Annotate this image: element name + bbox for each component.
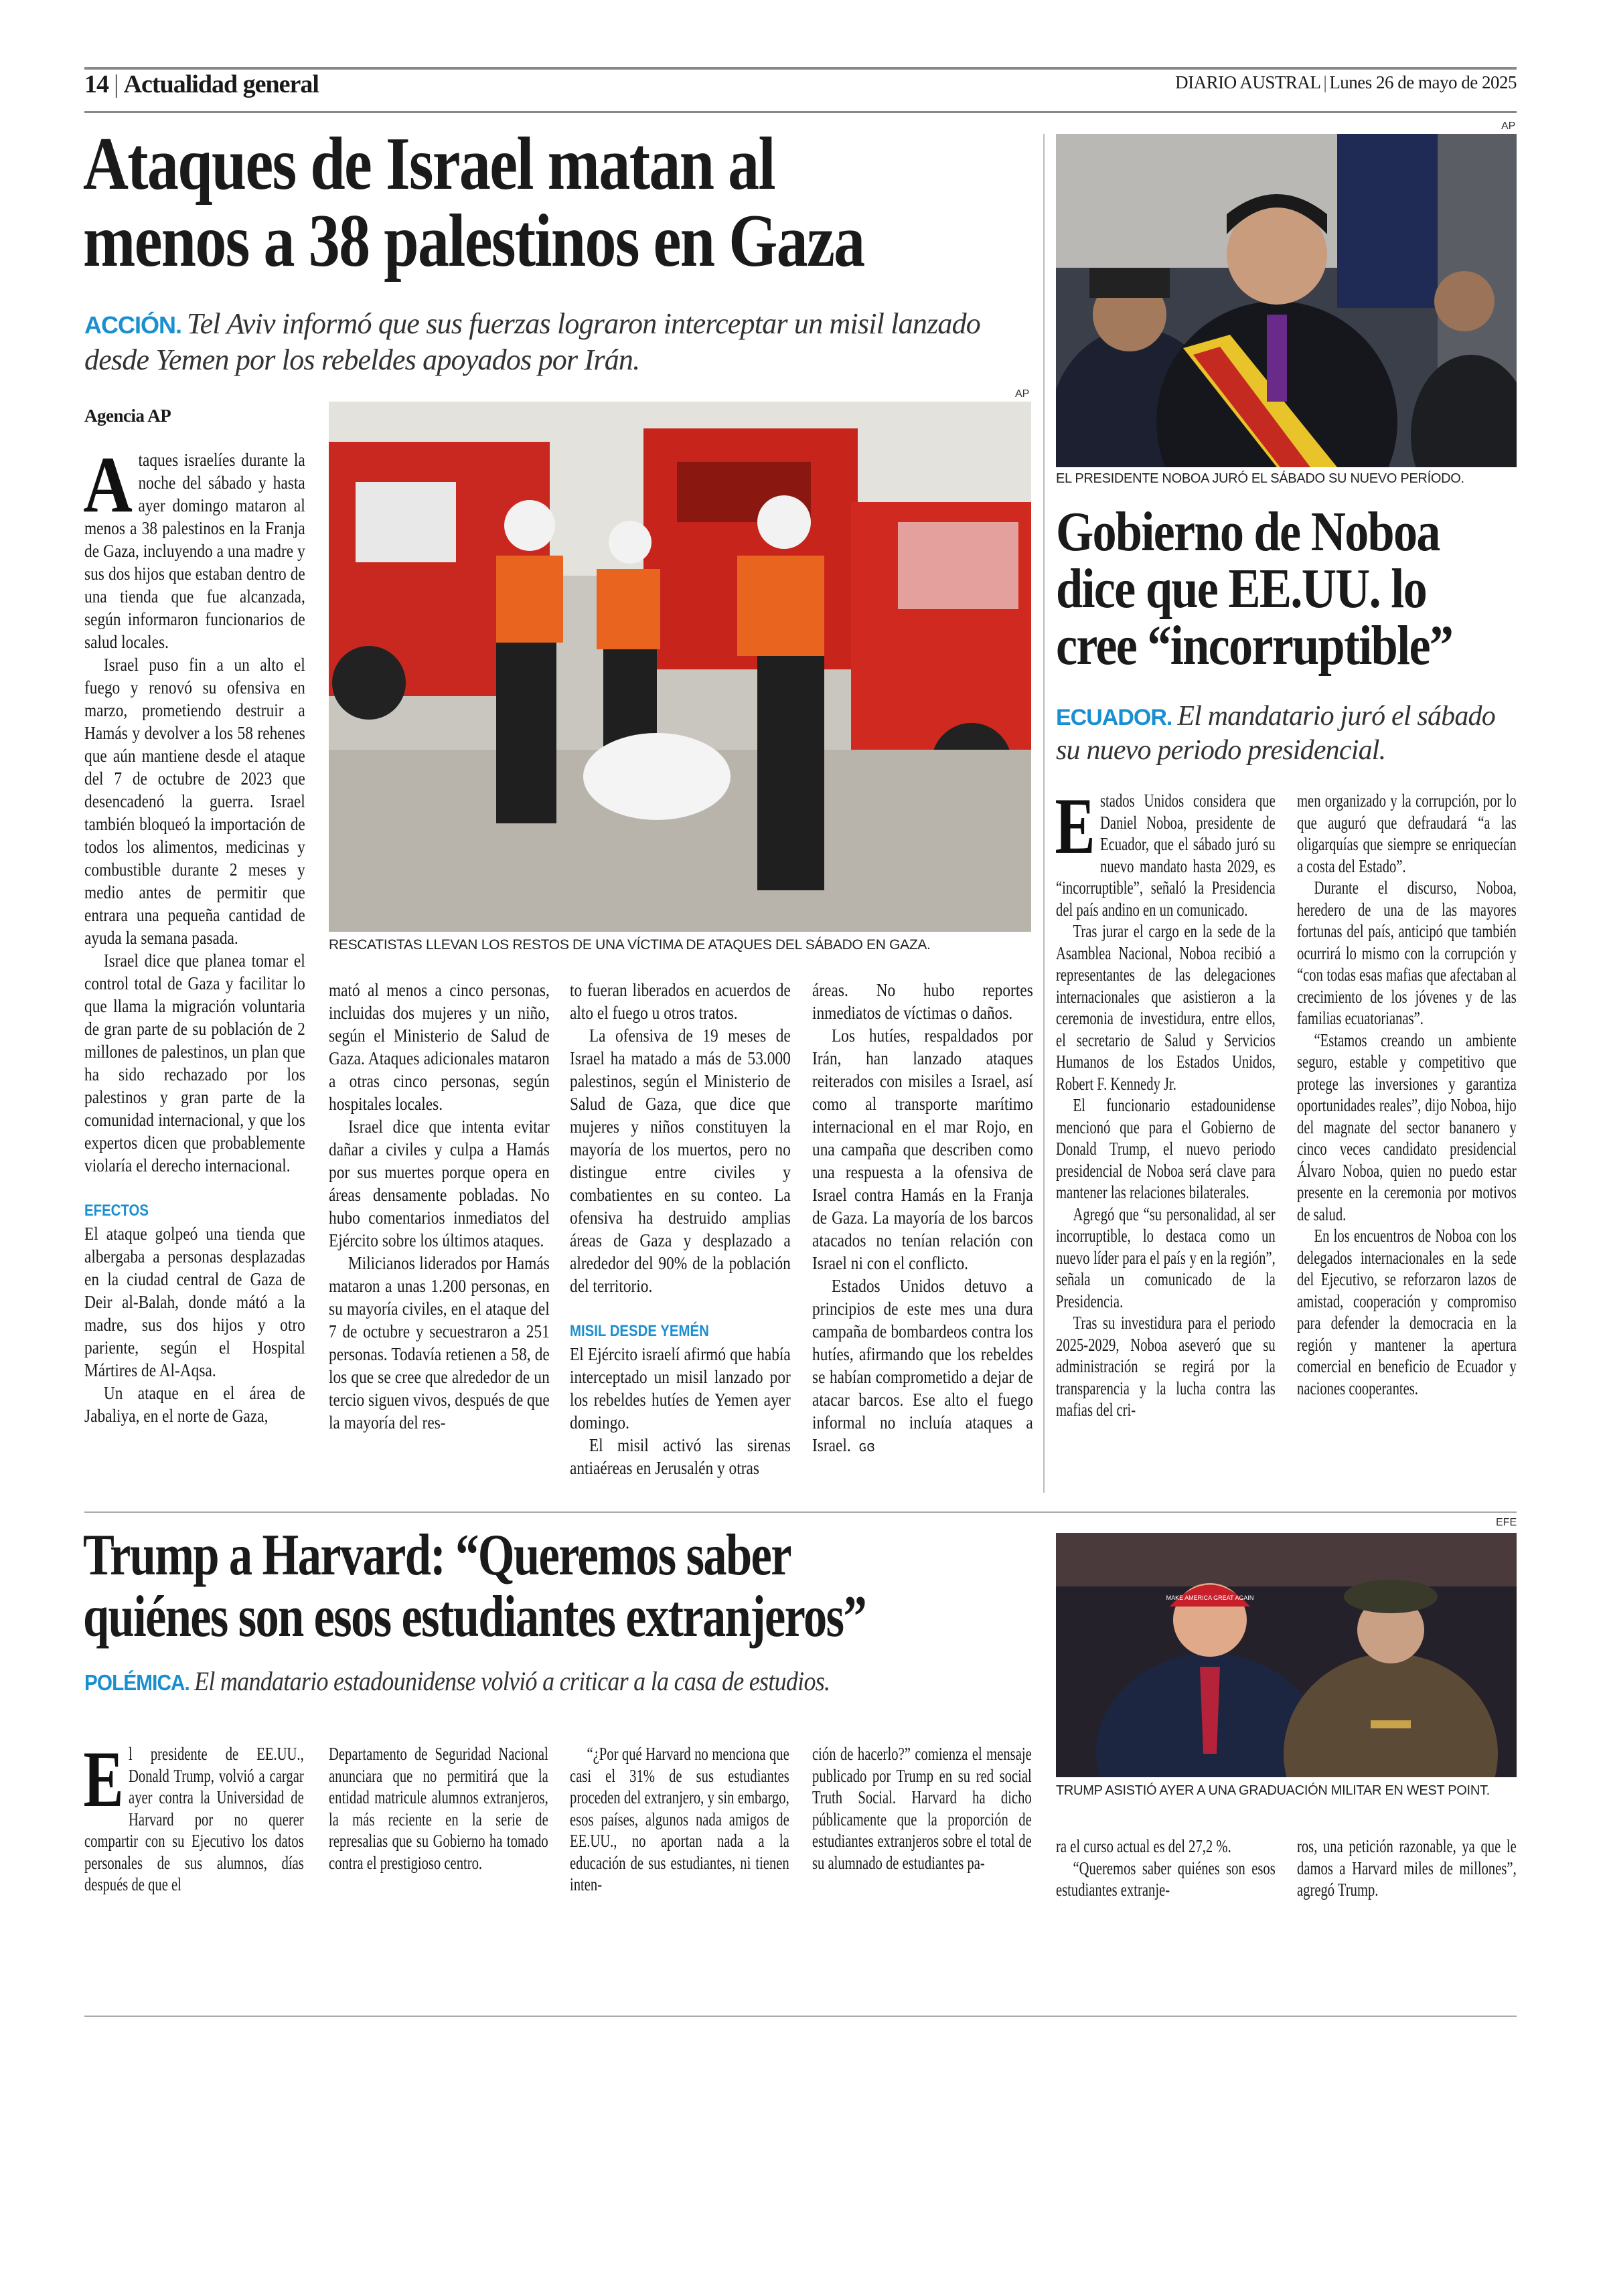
headline-line: menos a 38 palestinos en Gaza: [83, 199, 864, 283]
body-paragraph: [812, 1743, 1032, 1874]
body-paragraph: [812, 1024, 1033, 1275]
paragraph-text: El Ejército israelí afirmó que había interceptado un misil lanzado por los rebeldes hutíes de Yemen ayer domingo.: [570, 1343, 791, 1432]
column-text: [570, 979, 791, 1479]
paragraph-text: La ofensiva de 19 meses de Israel ha matado a más de 53.000 palestinos, según el Ministerio de Salud de Gaza, que dice que mujeres y niños constituyen la mayoría de los muertos, pero no distingue entre civiles y combatientes en su conteo. La ofensiva ha destruido amplias áreas de Gaza y desplazado a alrededor del 90% de la población del territorio.: [570, 1025, 791, 1296]
paragraph-text: Los hutíes, respaldados por Irán, han lanzado ataques reiterados con misiles a Israel, así como al transporte marítimo internacional en el mar Rojo, en una campaña que describen como una respuesta a la ofensiva de Israel contra Hamás en la Franja de Gaza. La mayoría de los barcos atacados no tenían relación con Israel ni con el conflicto.: [812, 1025, 1033, 1273]
headline-line: Gobierno de Noboa: [1056, 501, 1440, 563]
page-number: 14: [84, 70, 108, 98]
paragraph-text: áreas. No hubo reportes inmediatos de víctimas o daños.: [812, 979, 1033, 1023]
trump-deck: [84, 1664, 1035, 1700]
issue-date: Lunes 26 de mayo de 2025: [1329, 72, 1517, 92]
paragraph-text: Israel puso fin a un alto el fuego y renovó su ofensiva en marzo, prometiendo destruir a Hamás y devolver a los 58 rehenes que aún mantiene desde el ataque del 7 de octubre de 2023 que desencadenó la guerra. Israel también bloqueó la importación de todos los alimentos, medicinas y combustible durante 2 meses y medio antes de permitir que entrara una pequeña cantidad de ayuda la semana pasada.: [84, 654, 305, 948]
gaza-rescue-photo: [329, 402, 1031, 932]
noboa-inauguration-photo: [1056, 134, 1517, 467]
header-bottom-rule: [84, 111, 1517, 113]
body-paragraph: [83, 1734, 304, 1896]
trump-column-2: [329, 1743, 550, 1874]
trump-column-6: [1297, 1835, 1517, 1901]
paragraph-text: Tras jurar el cargo en la sede de la Asamblea Nacional, Noboa recibió a representantes de las delegaciones internacionales que asistieron a la ceremonia de investidura, entre ellos, el secretario de Salud y Servicios Humanos de los Estados Unidos, Robert F. Kennedy Jr.: [1056, 920, 1276, 1094]
trump-deck-line: [84, 1664, 940, 1700]
paragraph-text: El misil activó las sirenas antiaéreas en Jerusalén y otras: [570, 1434, 791, 1478]
gaza-kicker: ACCIÓN.: [84, 311, 181, 339]
body-paragraph: [570, 1434, 791, 1479]
body-paragraph: [570, 1024, 791, 1297]
column-text: [83, 1734, 304, 1896]
paragraph-text: Agregó que “su personalidad, al ser incorruptible, lo destaca como un nuevo líder para el país y en la región”, señala un comunicado de la Presidencia.: [1056, 1203, 1276, 1311]
subheading: MISIL DESDE YEMÉN: [570, 1322, 709, 1340]
body-paragraph: [1297, 790, 1517, 877]
column-text: [570, 1743, 789, 1896]
paragraph-text: “Queremos saber quiénes son esos estudiantes extranje-: [1056, 1857, 1276, 1900]
paragraph-text: men organizado y la corrupción, por lo que auguró que defraudará “a las oligarquías que siempre se enriquecían a costa del Estado”.: [1297, 790, 1517, 876]
paragraph-text: “Estamos creando un ambiente seguro, estable y competitivo que protege las inversiones y garantiza oportunidades reales”, dijo Noboa, hijo del magnate del sector bananero y cinco veces candidato presidencial Álvaro Noboa, quien no puedo estar presente en la ceremonia por motivos de salud.: [1297, 1029, 1517, 1224]
headline-line: quiénes son esos estudiantes extranjeros”: [83, 1584, 866, 1649]
paragraph-text: Israel dice que planea tomar el control total de Gaza y facilitar lo que llama la migración voluntaria de gran parte de su población de 2 millones de palestinos, un plan que ha sido rechazado por los palestinos y gran parte de la comunidad internacional, y que los expertos dicen que probablemente violaría el derecho internacional.: [84, 950, 305, 1175]
body-paragraph: [329, 1743, 548, 1874]
body-paragraph: [812, 1275, 1033, 1459]
body-paragraph: [1055, 781, 1276, 920]
body-paragraph: [329, 1115, 550, 1252]
body-paragraph: [1056, 1312, 1276, 1421]
noboa-deck: [1056, 700, 1517, 767]
paragraph-text: Departamento de Seguridad Nacional anunciara que no permitirá que la entidad matricule alumnos extranjeros, la más reciente en la serie de represalias que su Gobierno ha tomado contra el prestigioso centro.: [329, 1743, 548, 1873]
paragraph-text: El ataque golpeó una tienda que albergaba a personas desplazadas en la ciudad central de Gaza de Deir al-Balah, donde mátó a la madre, sus dos hijos y otro pariente, según el Hospital Mártires de Al-Aqsa.: [84, 1223, 305, 1380]
body-paragraph: [84, 1382, 305, 1427]
column-text: [812, 979, 1033, 1459]
body-paragraph: [1056, 1858, 1276, 1901]
headline-line: Ataques de Israel matan al: [83, 122, 775, 206]
column-text: [1297, 790, 1517, 1399]
paragraph-text: Durante el discurso, Noboa, heredero de una de las mayores fortunas del país, anticipó que también ocurrirá lo mismo con la corrupción y “con todas esas mafias que afectaban al crecimiento de los jóvenes y de las familias ecuatorianas”.: [1297, 877, 1517, 1028]
noboa-photo-caption: EL PRESIDENTE NOBOA JURÓ EL SÁBADO SU NUEVO PERÍODO.: [1056, 471, 1464, 486]
body-paragraph: [83, 440, 305, 653]
hat-lettering: MAKE AMERICA GREAT AGAIN: [1166, 1594, 1254, 1601]
trump-west-point-photo: [1056, 1533, 1517, 1777]
column-text: [1055, 781, 1276, 1421]
noboa-column-2: [1297, 790, 1517, 1399]
gaza-column-2: [329, 979, 550, 1434]
paragraph-text: l presidente de EE.UU., Donald Trump, volvió a cargar ayer contra la Universidad de Harvard por no querer compartir con su Ejecutivo los datos personales de sus alumnos, días después de que el: [84, 1743, 304, 1894]
section-header: [84, 70, 319, 99]
noboa-kicker: ECUADOR.: [1056, 705, 1172, 730]
gaza-column-4: [812, 979, 1033, 1459]
column-text: [1297, 1835, 1517, 1901]
trump-photo-caption: TRUMP ASISTIÓ AYER A UNA GRADUACIÓN MILITAR EN WEST POINT.: [1056, 1783, 1490, 1798]
body-paragraph: [84, 949, 305, 1177]
paragraph-text: En los encuentros de Noboa con los delegados internacionales en la sede del Ejecutivo, se reforzaron lazos de amistad, cooperación y compromiso para defender la democracia en la región y mantener la apertura comercial en beneficio de Ecuador y naciones cooperantes.: [1297, 1225, 1517, 1398]
paragraph-text: mató al menos a cinco personas, incluidas dos mujeres y un niño, según el Ministerio de Salud de Gaza. Ataques adicionales mataron a otras cinco personas, según hospitales locales.: [329, 979, 550, 1114]
trump-column-5: [1056, 1835, 1276, 1901]
paragraph-text: Un ataque en el área de Jabaliya, en el norte de Gaza,: [84, 1382, 305, 1426]
paragraph-text: ra el curso actual es del 27,2 %.: [1056, 1835, 1231, 1856]
gaza-deck: [84, 307, 1035, 378]
headline-line: Trump a Harvard: “Queremos saber: [83, 1523, 791, 1588]
trump-column-4: [812, 1743, 1033, 1874]
gaza-column-1: [83, 440, 305, 1427]
paragraph-text: Israel dice que intenta evitar dañar a civiles y culpa a Hamás por sus muertes porque opera en áreas densamente pobladas. No hubo comentarios inmediatos del Ejército sobre los últimos ataques.: [329, 1116, 550, 1250]
body-paragraph: [329, 979, 550, 1115]
body-paragraph: [1297, 1835, 1517, 1901]
gaza-headline: [83, 122, 1034, 283]
noboa-photo-credit: AP: [1501, 120, 1516, 132]
body-paragraph: [1056, 1835, 1276, 1858]
body-paragraph: [1056, 1204, 1276, 1313]
paper-dateline: [1175, 72, 1517, 93]
trump-photo-credit: EFE: [1496, 1517, 1517, 1528]
paragraph-text: stados Unidos considera que Daniel Noboa, presidente de Ecuador, que el sábado juró su nuevo mandato hasta 2029, es “incorruptible”, señaló la Presidencia del país andino en un comunicado.: [1056, 790, 1276, 920]
gaza-photo-credit: AP: [1015, 388, 1030, 400]
deck-text: Tel Aviv informó que sus fuerzas lograron interceptar un misil lanzado desde Yemen por los rebeldes apoyados por Irán.: [84, 307, 981, 376]
headline-line: cree “incorruptible”: [1056, 614, 1453, 677]
column-text: [329, 979, 550, 1434]
body-paragraph: [570, 1343, 791, 1434]
column-text: [329, 1743, 548, 1874]
body-paragraph: [84, 653, 305, 949]
noboa-headline: [1056, 501, 1517, 677]
drop-cap: E: [83, 1734, 124, 1823]
paragraph-text: Milicianos liderados por Hamás mataron a unas 1.200 personas, en su mayoría civiles, en el ataque del 7 de octubre y secuestraron a 251 personas. Todavía retienen a 58, de los que se cree que alrededor de un tercio siguen vivos, después de que la mayoría del res-: [329, 1252, 550, 1432]
body-paragraph: [1297, 1030, 1517, 1226]
drop-cap: A: [83, 440, 133, 529]
divider: |: [114, 70, 119, 98]
body-paragraph: [812, 979, 1033, 1024]
trump-column-3: [570, 1743, 791, 1896]
trump-headline: [83, 1525, 1034, 1648]
body-paragraph: [84, 1222, 305, 1382]
deck-text: El mandatario juró el sábado su nuevo periodo presidencial.: [1056, 701, 1495, 766]
paragraph-text: “¿Por qué Harvard no menciona que casi el 31% de sus estudiantes proceden del extranjero, y sin embargo, esos países, algunos nada amigos de EE.UU., no aportan nada a la educación de sus estudiantes, ni tienen inten-: [570, 1743, 789, 1894]
paper-name: DIARIO AUSTRAL: [1175, 72, 1321, 92]
subheading: EFECTOS: [84, 1202, 149, 1220]
body-paragraph: [570, 979, 791, 1024]
paragraph-text: El funcionario estadounidense mencionó que para el Gobierno de Donald Trump, el nuevo periodo presidencial de Noboa será clave para mantener las relaciones bilaterales.: [1056, 1094, 1276, 1202]
column-text: [812, 1743, 1032, 1874]
drop-cap: E: [1055, 781, 1095, 870]
trump-kicker: POLÉMICA.: [84, 1670, 189, 1695]
body-paragraph: [329, 1252, 550, 1434]
noboa-column-1: [1055, 781, 1276, 1421]
paragraph-text: Tras su investidura para el periodo 2025-2029, Noboa aseveró que su administración se regirá por la transparencia y la lucha contra las mafias del cri-: [1056, 1312, 1276, 1420]
column-text: [83, 440, 305, 1427]
body-paragraph: [1297, 877, 1517, 1030]
column-text: [1056, 1835, 1276, 1901]
gaza-photo-caption: RESCATISTAS LLEVAN LOS RESTOS DE UNA VÍCTIMA DE ATAQUES DEL SÁBADO EN GAZA.: [329, 937, 931, 953]
gaza-byline: Agencia AP: [84, 406, 171, 426]
body-paragraph: [1297, 1225, 1517, 1399]
paragraph-text: ros, una petición razonable, ya que le damos a Harvard miles de millones”, agregó Trump.: [1297, 1835, 1517, 1900]
paragraph-text: to fueran liberados en acuerdos de alto el fuego u otros tratos.: [570, 979, 791, 1023]
headline-line: dice que EE.UU. lo: [1056, 558, 1427, 620]
body-paragraph: [570, 1743, 789, 1896]
gaza-column-3: [570, 979, 791, 1479]
bottom-rule: [84, 2016, 1517, 2017]
divider: |: [1323, 72, 1327, 92]
trump-column-1: [83, 1734, 305, 1896]
end-mark-icon: ɢɞ: [858, 1439, 875, 1455]
deck-text: El mandatario estadounidense volvió a criticar a la casa de estudios.: [194, 1666, 830, 1696]
paragraph-text: ción de hacerlo?” comienza el mensaje publicado por Trump en su red social Truth Social. Harvard ha dicho públicamente que la proporción de estudiantes extranjeros sobre el total de su alumnado de estudiantes pa-: [812, 1743, 1032, 1873]
article-separator: [84, 1511, 1517, 1513]
column-divider: [1043, 134, 1045, 1493]
body-paragraph: [1056, 920, 1276, 1094]
paragraph-text: taques israelíes durante la noche del sábado y hasta ayer domingo mataron al menos a 38 palestinos en la Franja de Gaza, incluyendo a una madre y sus dos hijos que estaban dentro de una tienda que fue alcanzada, según informaron funcionarios de salud locales.: [84, 449, 305, 652]
section-name: Actualidad general: [123, 70, 319, 98]
body-paragraph: [1056, 1094, 1276, 1204]
paragraph-text: Estados Unidos detuvo a principios de este mes una dura campaña de bombardeos contra los hutíes, afirmando que los rebeldes se habían comprometido a dejar de atacar barcos. Ese alto el fuego informal no incluía ataques a Israel.: [812, 1275, 1033, 1455]
